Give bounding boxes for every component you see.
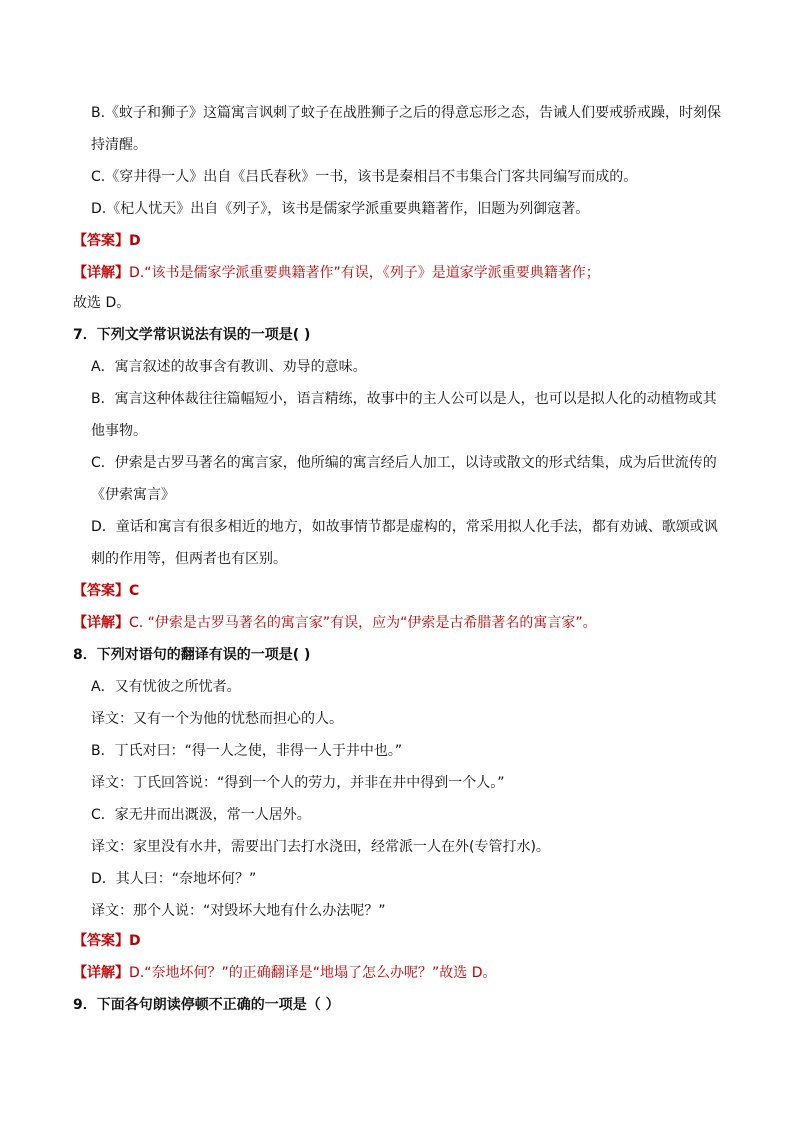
q7-option-b-line1: B．寓言这种体裁往往篇幅短小，语言精练，故事中的主人公可以是人，也可以是拟人化的动植物或其: [91, 391, 717, 407]
q7-stem: 7．下列文学常识说法有误的一项是( ): [73, 327, 311, 343]
q8-answer: [73, 931, 141, 951]
q8-option-b-translation: 译文：丁氏回答说：“得到一个人的劳力，并非在井中得到一个人。”: [91, 775, 505, 791]
q7-answer: [73, 581, 139, 601]
answer-value: D: [129, 933, 141, 949]
q8-option-a: A．又有忧彼之所忧者。: [91, 679, 241, 695]
answer-value: C: [129, 583, 140, 599]
q9-stem: 9．下面各句朗读停顿不正确的一项是（ ）: [73, 997, 340, 1013]
q8-stem: 8．下列对语句的翻译有误的一项是( ): [73, 647, 311, 663]
q8-option-d: D．其人曰：“奈地坏何？”: [91, 871, 257, 887]
detail-text: C. “伊索是古罗马著名的寓言家”有误，应为“伊索是古希腊著名的寓言家”。: [129, 615, 597, 631]
q6-answer: [73, 231, 141, 251]
q8-detail: [73, 963, 496, 983]
q6-option-b-line1: B.《蚊子和狮子》这篇寓言讽刺了蚊子在战胜狮子之后的得意忘形之态，告诫人们要戒骄戒躁，时刻保: [91, 105, 722, 121]
q8-option-a-translation: 译文：又有一个为他的忧愁而担心的人。: [91, 711, 343, 727]
q8-option-c-translation: 译文：家里没有水井，需要出门去打水浇田，经常派一人在外(专管打水)。: [91, 839, 550, 855]
q8-option-b: B．丁氏对曰：“得一人之使，非得一人于井中也。”: [91, 743, 403, 759]
q6-option-c: C.《穿井得一人》出自《吕氏春秋》一书，该书是秦相吕不韦集合门客共同编写而成的。: [91, 169, 638, 185]
q6-option-d: D.《杞人忧天》出自《列子》，该书是儒家学派重要典籍著作，旧题为列御寇著。: [91, 201, 590, 217]
answer-value: D: [129, 233, 141, 249]
answer-tag: 【答案】: [73, 933, 129, 949]
answer-tag: 【答案】: [73, 233, 129, 249]
q7-option-c-line2: 《伊索寓言》: [91, 487, 175, 503]
detail-tag: 【详解】: [73, 615, 129, 631]
answer-tag: 【答案】: [73, 583, 129, 599]
q6-option-b-line2: 持清醒。: [91, 137, 147, 153]
q7-detail: [73, 613, 597, 633]
q6-detail-line2: 故选 D。: [73, 295, 131, 311]
q7-option-d-line1: D．童话和寓言有很多相近的地方，如故事情节都是虚构的，常采用拟人化手法，都有劝诫、歌颂或讽: [91, 519, 718, 535]
q7-option-b-line2: 他事物。: [91, 423, 147, 439]
q8-option-c: C．家无井而出溉汲，常一人居外。: [91, 807, 311, 823]
detail-tag: 【详解】: [73, 265, 129, 281]
detail-text: D.“奈地坏何？”的正确翻译是“地塌了怎么办呢？”故选 D。: [129, 965, 497, 981]
q7-option-d-line2: 刺的作用等，但两者也有区别。: [91, 551, 287, 567]
q7-option-a: A．寓言叙述的故事含有教训、劝导的意味。: [91, 359, 367, 375]
q7-option-c-line1: C．伊索是古罗马著名的寓言家，他所编的寓言经后人加工，以诗或散文的形式结集，成为后世流传的: [91, 455, 717, 471]
q6-detail: [73, 263, 600, 283]
q8-option-d-translation: 译文：那个人说：“对毁坏大地有什么办法呢？”: [91, 903, 386, 919]
detail-tag: 【详解】: [73, 965, 129, 981]
detail-text: D.“该书是儒家学派重要典籍著作”有误，《列子》是道家学派重要典籍著作；: [129, 265, 600, 281]
